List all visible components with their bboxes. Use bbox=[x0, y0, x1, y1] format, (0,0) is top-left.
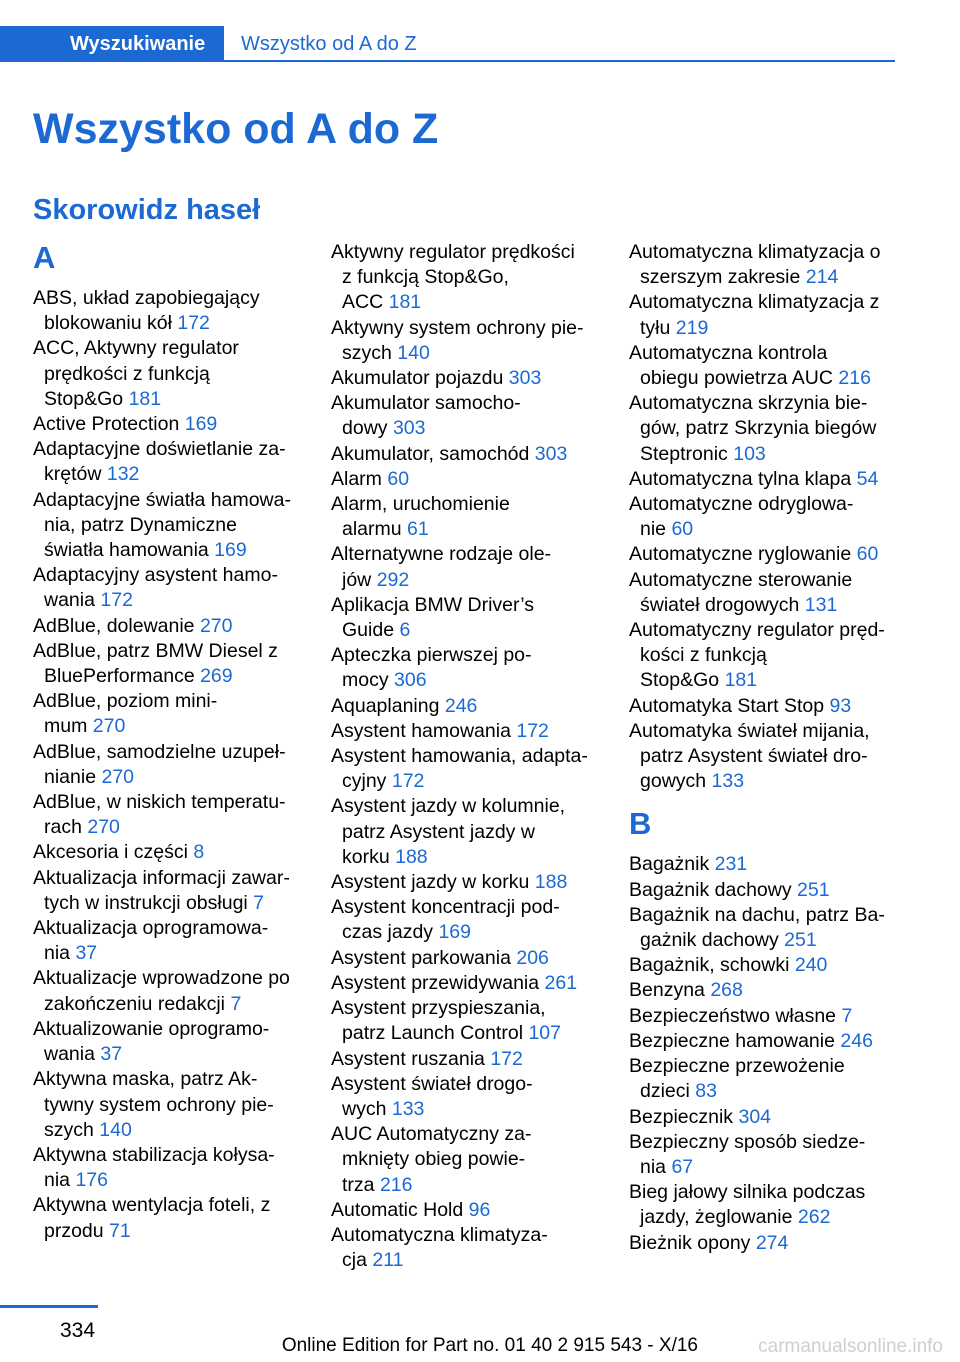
index-entry-text: Steptronic bbox=[640, 442, 734, 465]
index-entry-text: nia bbox=[640, 1155, 672, 1178]
index-entry[interactable] bbox=[331, 1072, 601, 1122]
index-entry[interactable] bbox=[629, 978, 899, 1003]
index-entry-text: nia bbox=[44, 942, 76, 965]
index-entry[interactable] bbox=[331, 643, 601, 693]
index-entry-text: Asystent ruszania bbox=[331, 1047, 491, 1070]
index-entry-text: blokowaniu kół bbox=[44, 312, 178, 335]
page-reference-link[interactable]: 8 bbox=[193, 841, 205, 864]
page-reference-link[interactable]: 96 bbox=[468, 1198, 491, 1221]
index-entry-text: Aktywny regulator prędkości bbox=[331, 241, 575, 263]
index-entry-text: Aktualizacja oprogramowa- bbox=[33, 917, 269, 940]
index-entry-text: Automatyczna kontrola bbox=[629, 341, 828, 364]
index-entry[interactable] bbox=[331, 366, 601, 391]
index-entry-text: tych w instrukcji obsługi bbox=[44, 891, 254, 914]
index-entry[interactable] bbox=[331, 467, 601, 492]
page-reference-link[interactable]: 169 bbox=[438, 921, 471, 944]
index-entry-text: Automatyczny regulator pręd- bbox=[629, 619, 885, 642]
page-reference-link[interactable]: 133 bbox=[711, 770, 745, 793]
index-entry-text: gów, patrz Skrzynia biegów bbox=[640, 417, 877, 440]
index-entry-text: Asystent świateł drogo- bbox=[331, 1072, 533, 1095]
index-entry-text: tywny system ochrony pie- bbox=[44, 1093, 274, 1116]
index-entry-text: Asystent jazdy w korku bbox=[331, 871, 535, 894]
page-reference-link[interactable]: 71 bbox=[109, 1219, 131, 1242]
index-entry[interactable] bbox=[33, 740, 303, 790]
index-entry-text: Asystent hamowania bbox=[331, 719, 517, 742]
index-entry[interactable] bbox=[331, 542, 601, 592]
index-entry-text: Alarm bbox=[331, 467, 388, 490]
index-entry-text: Aplikacja BMW Driver’s bbox=[331, 593, 534, 616]
index-entry-text: Alarm, uruchomienie bbox=[331, 493, 510, 516]
page-reference-link[interactable]: 214 bbox=[805, 266, 839, 289]
page-reference-link[interactable]: 270 bbox=[87, 816, 120, 839]
header-bar bbox=[0, 26, 895, 62]
index-entry-text: BluePerformance bbox=[44, 665, 201, 688]
index-entry-text: Akumulator samocho- bbox=[331, 392, 521, 415]
index-entry-text: Aquaplaning bbox=[331, 694, 445, 717]
index-entry-text: Automatyczne ryglowanie bbox=[629, 543, 857, 566]
index-entry-text: patrz Asystent świateł dro- bbox=[640, 745, 868, 768]
index-entry[interactable] bbox=[629, 1105, 899, 1130]
index-entry-text: Aktywny system ochrony pie- bbox=[331, 316, 584, 339]
index-entry-text: mum bbox=[44, 715, 93, 738]
page-reference-link[interactable]: 262 bbox=[797, 1206, 831, 1229]
index-entry-text: nie bbox=[640, 518, 672, 541]
page-reference-link[interactable]: 304 bbox=[738, 1105, 772, 1128]
index-entry-text: Guide bbox=[342, 619, 400, 642]
index-entry-text: AdBlue, dolewanie bbox=[33, 614, 200, 637]
index-entry-text: AdBlue, samodzielne uzupeł- bbox=[33, 740, 286, 763]
index-column-3 bbox=[629, 240, 899, 1256]
index-entry-text: AUC Automatyczny za- bbox=[331, 1123, 532, 1146]
page-reference-link[interactable]: 7 bbox=[841, 1004, 853, 1027]
edition-info: Online Edition for Part no. 01 40 2 915 543 - X/16 bbox=[281, 1335, 698, 1356]
index-entry[interactable] bbox=[33, 614, 303, 639]
index-entry-text: Bagażnik bbox=[629, 853, 715, 876]
page-title: Wszystko od A do Z bbox=[33, 105, 439, 153]
page-reference-link[interactable]: 270 bbox=[101, 765, 135, 788]
index-entry-text: Bezpieczne hamowanie bbox=[629, 1029, 841, 1052]
watermark: carmanualsonline.info bbox=[758, 1336, 943, 1357]
index-entry-text: Automatyczna klimatyzacja o bbox=[629, 241, 881, 263]
page-reference-link[interactable]: 172 bbox=[177, 312, 210, 335]
index-entry[interactable] bbox=[33, 1067, 303, 1143]
index-entry-text: trza bbox=[342, 1173, 380, 1196]
page-reference-link[interactable]: 269 bbox=[200, 665, 233, 688]
index-entry[interactable] bbox=[331, 391, 601, 441]
index-entry[interactable] bbox=[629, 240, 899, 290]
index-entry-text: szych bbox=[44, 1118, 100, 1141]
index-entry[interactable] bbox=[33, 412, 303, 437]
index-entry[interactable] bbox=[33, 1017, 303, 1067]
index-entry[interactable] bbox=[331, 719, 601, 744]
index-entry-text: Automatyka Start Stop bbox=[629, 694, 830, 717]
page-reference-link[interactable]: 107 bbox=[528, 1022, 561, 1045]
index-entry-text: Bagażnik na dachu, patrz Ba- bbox=[629, 903, 885, 926]
header-divider bbox=[0, 60, 895, 62]
index-entry-text: gowych bbox=[640, 770, 712, 793]
index-entry-text: alarmu bbox=[342, 518, 408, 541]
index-entry[interactable] bbox=[331, 1223, 601, 1273]
index-entry-text: Adaptacyjne światła hamowa- bbox=[33, 488, 291, 511]
index-entry-text: Akumulator, samochód bbox=[331, 442, 535, 465]
page-reference-link[interactable]: 303 bbox=[392, 417, 426, 440]
index-entry-text: patrz Launch Control bbox=[342, 1022, 529, 1045]
index-entry-text: jazdy, żeglowanie bbox=[640, 1206, 798, 1229]
index-entry-text: Asystent jazdy w kolumnie, bbox=[331, 795, 566, 818]
index-column-2 bbox=[331, 240, 601, 1273]
index-entry-text: czas jazdy bbox=[342, 921, 439, 944]
index-entry[interactable] bbox=[331, 1122, 601, 1198]
tab-search[interactable]: Wyszukiwanie bbox=[0, 26, 224, 62]
page-reference-link[interactable]: 181 bbox=[128, 387, 162, 410]
index-entry-text: Aktualizowanie oprogramo- bbox=[33, 1017, 270, 1040]
page-reference-link[interactable]: 132 bbox=[106, 463, 140, 486]
index-entry[interactable] bbox=[33, 840, 303, 865]
page-reference-link[interactable]: 172 bbox=[516, 719, 549, 742]
page-reference-link[interactable]: 268 bbox=[710, 979, 743, 1002]
index-entry[interactable] bbox=[331, 442, 601, 467]
index-entry[interactable] bbox=[331, 1198, 601, 1223]
page-reference-link[interactable]: 131 bbox=[804, 593, 838, 616]
index-entry-text: Akcesoria i części bbox=[33, 841, 194, 864]
index-entry-text: światła hamowania bbox=[44, 539, 215, 562]
index-entry-text: korku bbox=[342, 845, 396, 868]
page-reference-link[interactable]: 60 bbox=[671, 518, 694, 541]
index-entry[interactable] bbox=[33, 639, 303, 689]
page-reference-link[interactable]: 54 bbox=[856, 467, 879, 490]
page-reference-link[interactable]: 133 bbox=[391, 1097, 425, 1120]
index-entry-text: patrz Asystent jazdy w bbox=[342, 820, 535, 843]
index-entry-text: AdBlue, w niskich temperatu- bbox=[33, 791, 286, 814]
page-reference-link[interactable]: 270 bbox=[92, 715, 126, 738]
index-entry[interactable] bbox=[331, 1047, 601, 1072]
index-entry[interactable] bbox=[629, 1130, 899, 1180]
index-entry-text: Bieżnik opony bbox=[629, 1231, 756, 1254]
page-reference-link[interactable]: 172 bbox=[391, 770, 425, 793]
index-entry[interactable] bbox=[629, 467, 899, 492]
index-entry[interactable] bbox=[629, 852, 899, 877]
index-entry[interactable] bbox=[331, 794, 601, 870]
index-entry-text: Alternatywne rodzaje ole- bbox=[331, 543, 552, 566]
index-entry[interactable] bbox=[33, 866, 303, 916]
index-entry-text: Bezpieczne przewożenie bbox=[629, 1055, 845, 1078]
index-entry-text: nianie bbox=[44, 765, 102, 788]
page-reference-link[interactable]: 303 bbox=[508, 367, 542, 390]
index-entry-text: cja bbox=[342, 1249, 373, 1272]
index-entry-text: rach bbox=[44, 816, 88, 839]
index-entry-text: Asystent parkowania bbox=[331, 946, 517, 969]
index-entry[interactable] bbox=[629, 341, 899, 391]
page-reference-link[interactable]: 140 bbox=[397, 341, 430, 364]
index-entry-text: Adaptacyjne doświetlanie za- bbox=[33, 438, 286, 461]
page-reference-link[interactable]: 251 bbox=[797, 878, 830, 901]
index-entry-text: Adaptacyjny asystent hamo- bbox=[33, 564, 278, 587]
index-entry-text: mocy bbox=[342, 669, 395, 692]
index-entry-text: ACC bbox=[342, 291, 389, 314]
index-entry[interactable] bbox=[33, 563, 303, 613]
index-entry-text: Automatyczne odryglowa- bbox=[629, 493, 854, 516]
index-entry[interactable] bbox=[331, 744, 601, 794]
page-reference-link[interactable]: 7 bbox=[230, 992, 242, 1015]
page-reference-link[interactable]: 206 bbox=[516, 946, 549, 969]
index-entry-text: z funkcją Stop&Go, bbox=[342, 266, 509, 289]
index-entry-text: wania bbox=[44, 589, 101, 612]
index-entry[interactable] bbox=[33, 286, 303, 336]
page-reference-link[interactable]: 181 bbox=[724, 669, 758, 692]
index-entry-text: Automatic Hold bbox=[331, 1198, 469, 1221]
index-column-1 bbox=[33, 240, 303, 1244]
index-entry[interactable] bbox=[629, 618, 899, 694]
index-entry-text: Aktualizacje wprowadzone po bbox=[33, 967, 290, 990]
index-entry-text: Bagażnik dachowy bbox=[629, 878, 798, 901]
page-reference-link[interactable]: 181 bbox=[388, 291, 422, 314]
page-reference-link[interactable]: 292 bbox=[376, 568, 410, 591]
page-reference-link[interactable]: 306 bbox=[394, 669, 427, 692]
index-entry-text: świateł drogowych bbox=[640, 593, 805, 616]
index-entry-text: Asystent przyspieszania, bbox=[331, 997, 546, 1020]
index-entry-text: Asystent przewidywania bbox=[331, 971, 545, 994]
index-entry[interactable] bbox=[331, 492, 601, 542]
page-reference-link[interactable]: 188 bbox=[534, 871, 568, 894]
page-reference-link[interactable]: 240 bbox=[794, 954, 828, 977]
page-reference-link[interactable]: 216 bbox=[379, 1173, 413, 1196]
index-entry-text: Aktywna maska, patrz Ak- bbox=[33, 1068, 258, 1091]
index-entry-text: Asystent hamowania, adapta- bbox=[331, 745, 588, 768]
page-number: 334 bbox=[60, 1319, 96, 1342]
footer-divider bbox=[0, 1305, 98, 1308]
index-entry-text: AdBlue, poziom mini- bbox=[33, 690, 218, 713]
index-entry-text: Automatyczne sterowanie bbox=[629, 568, 853, 591]
page-reference-link[interactable]: 251 bbox=[784, 929, 817, 952]
index-entry-text: Benzyna bbox=[629, 979, 711, 1002]
page-reference-link[interactable]: 211 bbox=[372, 1249, 404, 1272]
index-letter-heading: B bbox=[629, 806, 652, 842]
index-entry-text: Bagażnik, schowki bbox=[629, 954, 795, 977]
index-entry[interactable] bbox=[33, 689, 303, 739]
index-entry[interactable] bbox=[331, 895, 601, 945]
index-entry[interactable] bbox=[33, 437, 303, 487]
page-reference-link[interactable]: 7 bbox=[253, 891, 265, 914]
index-entry[interactable] bbox=[331, 240, 601, 316]
page-reference-link[interactable]: 83 bbox=[695, 1080, 717, 1103]
index-entry-text: krętów bbox=[44, 463, 107, 486]
page-reference-link[interactable]: 61 bbox=[407, 518, 429, 541]
index-entry[interactable] bbox=[629, 1054, 899, 1104]
index-entry[interactable] bbox=[33, 966, 303, 1016]
page-reference-link[interactable]: 303 bbox=[534, 442, 568, 465]
index-entry-text: Apteczka pierwszej po- bbox=[331, 644, 532, 667]
index-entry[interactable] bbox=[629, 568, 899, 618]
index-entry-text: Automatyczna klimatyza- bbox=[331, 1223, 548, 1246]
index-entry-text: kości z funkcją bbox=[640, 644, 767, 667]
index-entry-text: obiegu powietrza AUC bbox=[640, 367, 839, 390]
index-entry-text: AdBlue, patrz BMW Diesel z bbox=[33, 639, 278, 662]
page-reference-link[interactable]: 231 bbox=[714, 853, 748, 876]
index-entry[interactable] bbox=[33, 336, 303, 412]
index-entry-text: Bezpieczny sposób siedze- bbox=[629, 1130, 866, 1153]
index-entry[interactable] bbox=[331, 593, 601, 643]
page-reference-link[interactable]: 172 bbox=[100, 589, 133, 612]
index-entry-text: gażnik dachowy bbox=[640, 929, 785, 952]
index-entry-text: Automatyczna skrzynia bie- bbox=[629, 392, 868, 415]
index-entry-text: jów bbox=[342, 568, 377, 591]
page-reference-link[interactable]: 93 bbox=[829, 694, 852, 717]
index-entry[interactable] bbox=[629, 694, 899, 719]
index-entry-text: nia bbox=[44, 1169, 76, 1192]
index-entry[interactable] bbox=[33, 916, 303, 966]
index-entry[interactable] bbox=[629, 1180, 899, 1230]
index-entry-text: ABS, układ zapobiegający bbox=[33, 287, 260, 309]
page-reference-link[interactable]: 67 bbox=[671, 1155, 694, 1178]
index-letter-heading: A bbox=[33, 240, 56, 275]
page-reference-link[interactable]: 60 bbox=[387, 467, 410, 490]
index-entry[interactable] bbox=[629, 719, 899, 795]
index-entry-text: szych bbox=[342, 341, 398, 364]
index-entry-text: Stop&Go bbox=[640, 669, 725, 692]
index-entry[interactable] bbox=[629, 492, 899, 542]
page-reference-link[interactable]: 169 bbox=[184, 413, 218, 436]
index-entry-text: Bezpiecznik bbox=[629, 1105, 739, 1128]
index-entry[interactable] bbox=[33, 488, 303, 564]
index-entry[interactable] bbox=[629, 1231, 899, 1256]
index-entry-text: Bieg jałowy silnika podczas bbox=[629, 1181, 866, 1204]
index-entry-text: przodu bbox=[44, 1219, 110, 1242]
page-reference-link[interactable]: 140 bbox=[99, 1118, 132, 1141]
index-entry[interactable] bbox=[629, 953, 899, 978]
page-reference-link[interactable]: 246 bbox=[840, 1029, 873, 1052]
index-entry[interactable] bbox=[331, 971, 601, 996]
index-entry[interactable] bbox=[629, 878, 899, 903]
index-entry[interactable] bbox=[331, 694, 601, 719]
page-reference-link[interactable]: 37 bbox=[100, 1043, 123, 1066]
index-entry-text: Automatyka świateł mijania, bbox=[629, 719, 870, 742]
index-entry-text: Active Protection bbox=[33, 413, 185, 436]
page-reference-link[interactable]: 274 bbox=[755, 1231, 789, 1254]
page-reference-link[interactable]: 103 bbox=[733, 442, 766, 465]
page-reference-link[interactable]: 169 bbox=[214, 539, 247, 562]
index-entry[interactable] bbox=[629, 1004, 899, 1029]
index-entry[interactable] bbox=[331, 946, 601, 971]
index-entry-text: szerszym zakresie bbox=[640, 266, 806, 289]
index-entry-text: Asystent koncentracji pod- bbox=[331, 896, 560, 919]
page-reference-link[interactable]: 60 bbox=[856, 543, 879, 566]
index-entry-text: tyłu bbox=[640, 316, 676, 339]
index-entry-text: Automatyczna tylna klapa bbox=[629, 467, 857, 490]
index-entry-text: Automatyczna klimatyzacja z bbox=[629, 291, 880, 314]
index-entry-text: ACC, Aktywny regulator bbox=[33, 337, 239, 360]
index-entry[interactable] bbox=[629, 290, 899, 340]
index-entry-text: mknięty obieg powie- bbox=[342, 1148, 526, 1171]
index-entry[interactable] bbox=[331, 316, 601, 366]
page-reference-link[interactable]: 216 bbox=[838, 367, 871, 390]
index-entry-text: wania bbox=[44, 1043, 101, 1066]
index-entry-text: nia, patrz Dynamiczne bbox=[44, 513, 237, 536]
index-entry[interactable] bbox=[629, 903, 899, 953]
page-reference-link[interactable]: 270 bbox=[199, 614, 233, 637]
breadcrumb-current[interactable]: Wszystko od A do Z bbox=[241, 33, 417, 55]
index-entry-text: Aktualizacja informacji zawar- bbox=[33, 866, 290, 889]
index-entry-text: Bezpieczeństwo własne bbox=[629, 1004, 842, 1027]
index-entry-text: wych bbox=[342, 1097, 392, 1120]
page-reference-link[interactable]: 176 bbox=[75, 1169, 108, 1192]
index-entry-text: dowy bbox=[342, 417, 393, 440]
page-reference-link[interactable]: 6 bbox=[399, 619, 411, 642]
index-entry[interactable] bbox=[629, 542, 899, 567]
index-entry[interactable] bbox=[629, 391, 899, 467]
index-entry-text: prędkości z funkcją bbox=[44, 362, 210, 385]
page-reference-link[interactable]: 172 bbox=[490, 1047, 523, 1070]
index-entry-text: Aktywna wentylacja foteli, z bbox=[33, 1194, 271, 1217]
index-entry-text: Stop&Go bbox=[44, 387, 129, 410]
page-reference-link[interactable]: 261 bbox=[544, 971, 578, 994]
index-entry[interactable] bbox=[331, 870, 601, 895]
index-entry[interactable] bbox=[33, 790, 303, 840]
index-entry-text: dzieci bbox=[640, 1080, 696, 1103]
page-reference-link[interactable]: 188 bbox=[395, 845, 428, 868]
page-reference-link[interactable]: 246 bbox=[444, 694, 478, 717]
page-reference-link[interactable]: 37 bbox=[75, 942, 98, 965]
index-entry[interactable] bbox=[33, 1193, 303, 1243]
index-entry[interactable] bbox=[33, 1143, 303, 1193]
index-entry-text: Akumulator pojazdu bbox=[331, 367, 509, 390]
index-entry-text: zakończeniu redakcji bbox=[44, 992, 231, 1015]
index-entry-text: cyjny bbox=[342, 770, 392, 793]
index-entry[interactable] bbox=[331, 996, 601, 1046]
page-reference-link[interactable]: 219 bbox=[675, 316, 709, 339]
section-subtitle: Skorowidz haseł bbox=[33, 194, 261, 226]
index-entry-text: Aktywna stabilizacja kołysa- bbox=[33, 1143, 275, 1166]
index-entry[interactable] bbox=[629, 1029, 899, 1054]
